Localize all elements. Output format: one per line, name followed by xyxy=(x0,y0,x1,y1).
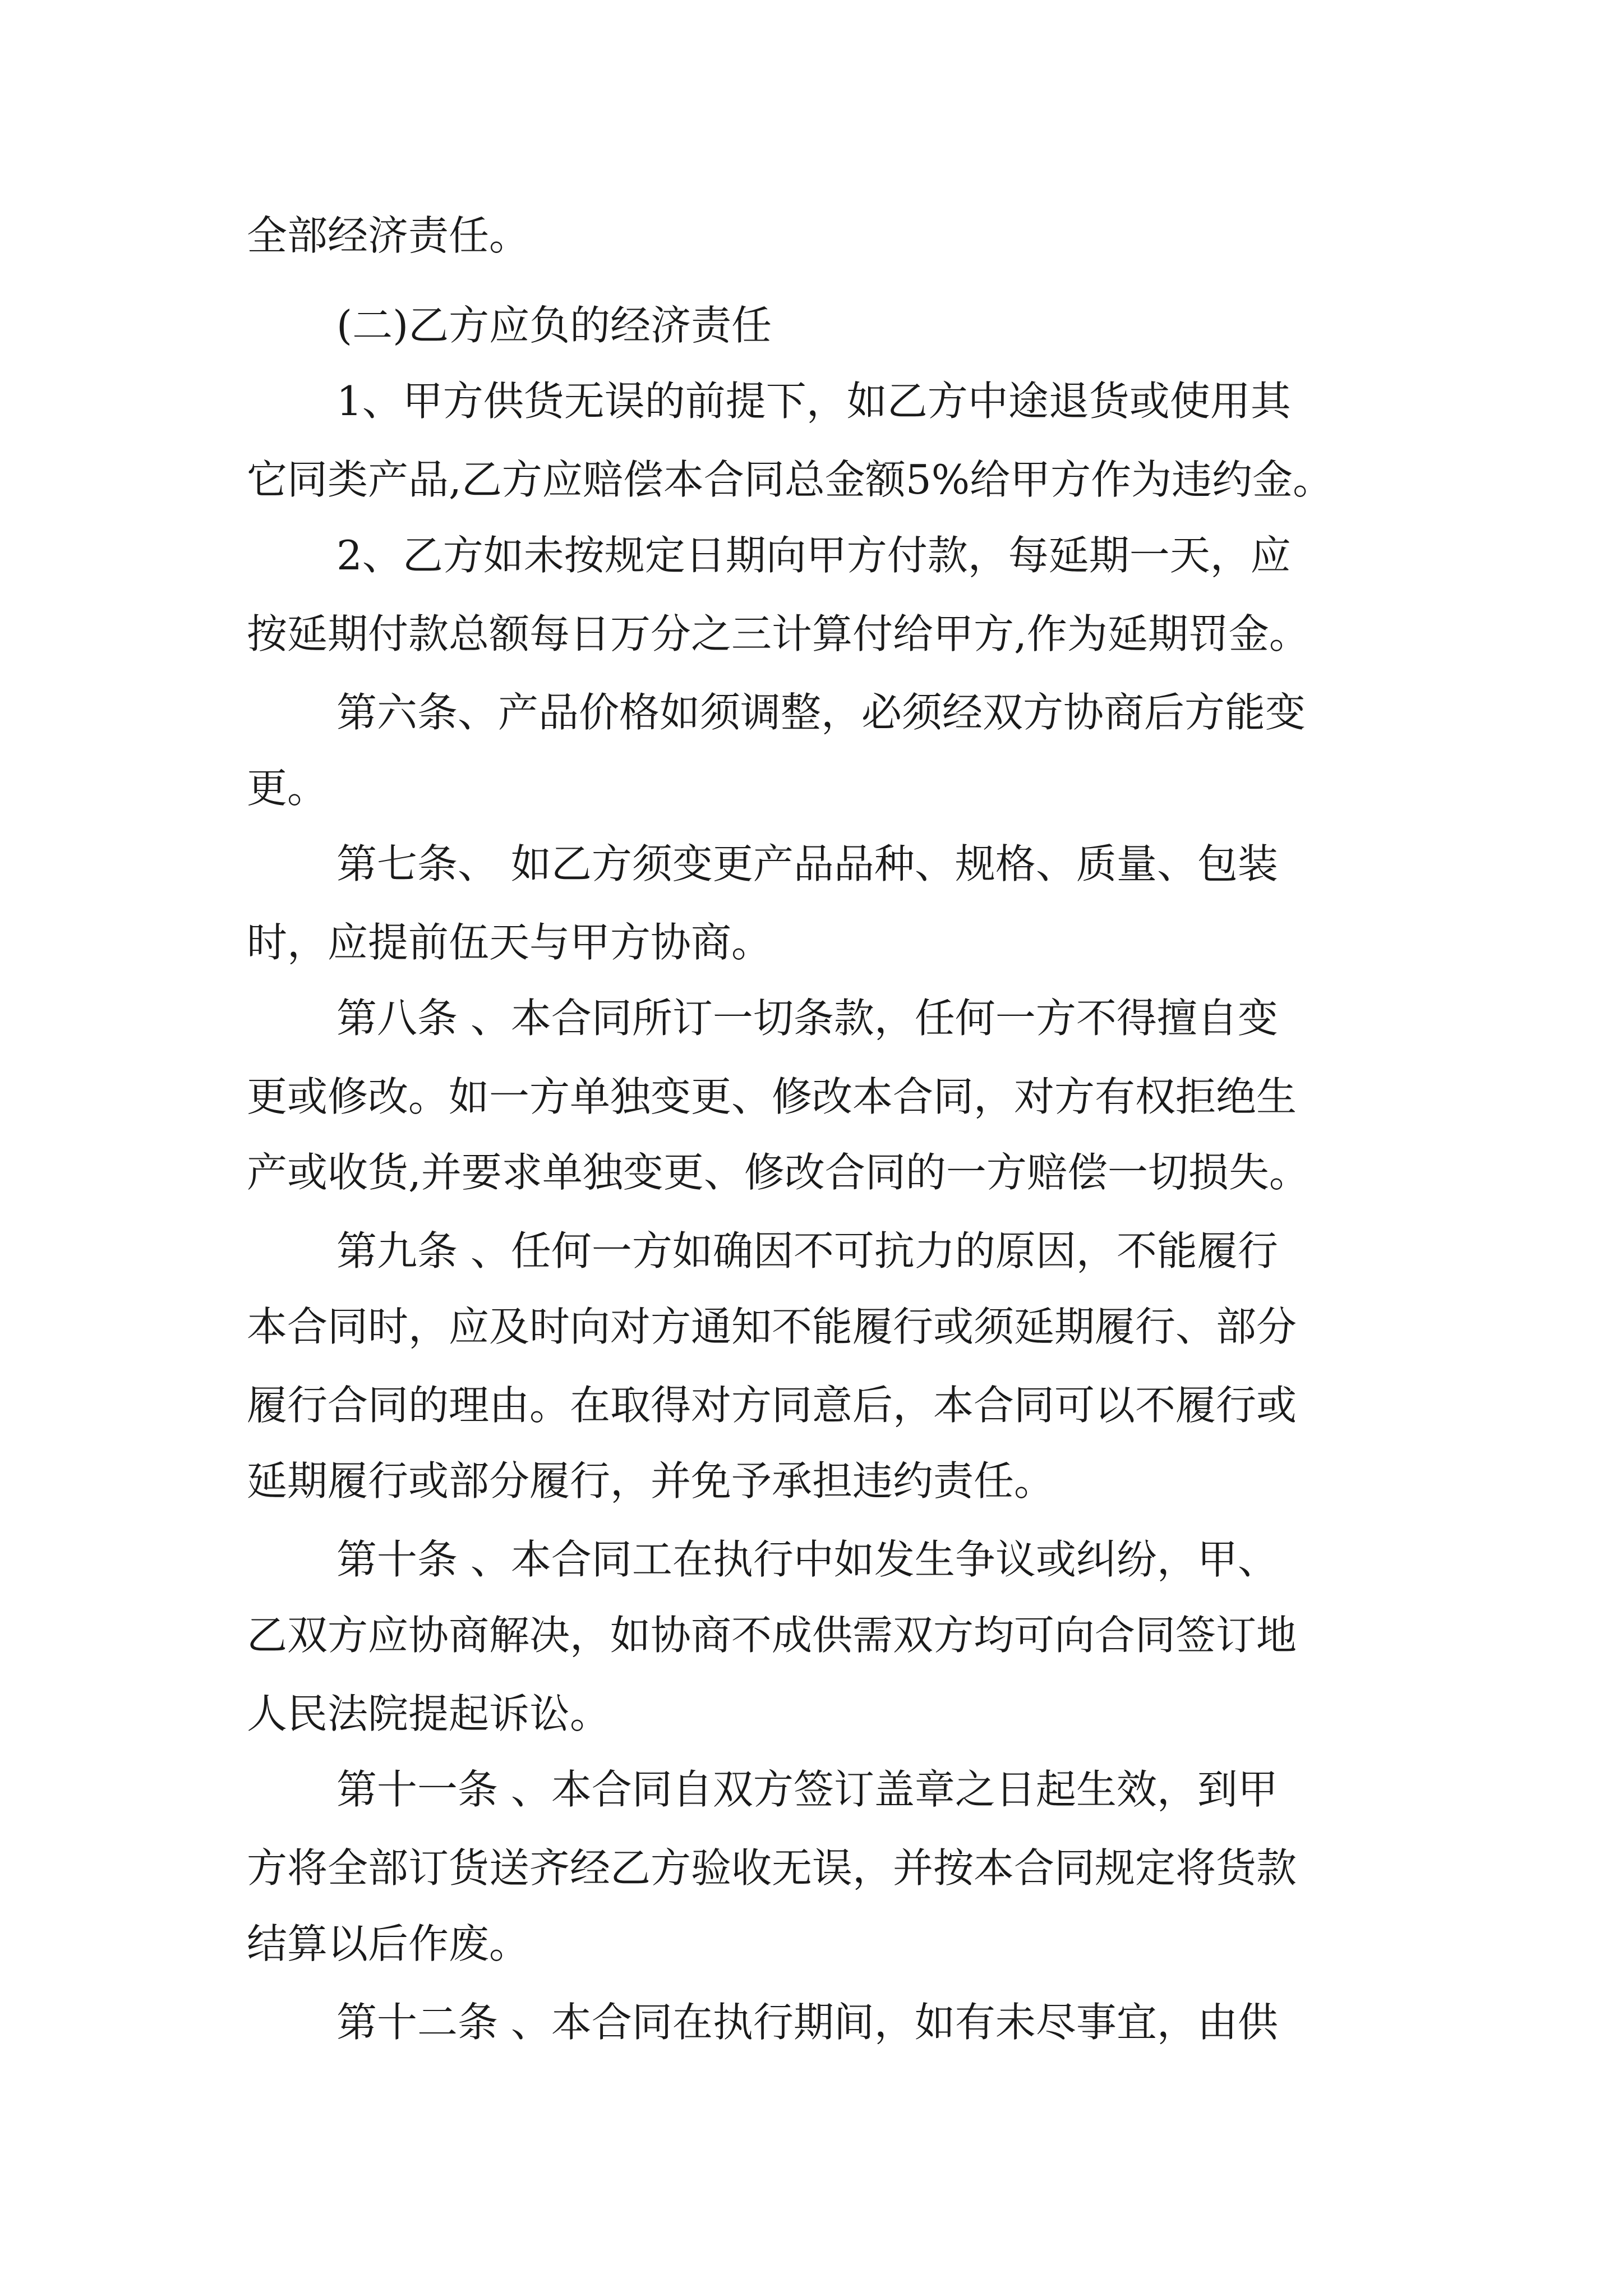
text-line: 结算以后作废。 xyxy=(247,1920,530,1967)
text-line: 第八条 、本合同所订一切条款，任何一方不得擅自变 xyxy=(336,995,1278,1042)
text-line: 方将全部订货送齐经乙方验收无误，并按本合同规定将货款 xyxy=(247,1844,1297,1892)
section-heading: (二)乙方应负的经济责任 xyxy=(336,302,772,349)
text-line: 全部经济责任。 xyxy=(247,212,530,259)
text-line: 延期履行或部分履行，并免予承担违约责任。 xyxy=(247,1457,1055,1504)
text-line: 第七条、 如乙方须变更产品品种、规格、质量、包装 xyxy=(336,840,1278,887)
text-line: 更。 xyxy=(247,765,328,812)
text-line: 按延期付款总额每日万分之三计算付给甲方,作为延期罚金。 xyxy=(247,610,1310,657)
text-line: 第十二条 、本合同在执行期间，如有未尽事宜，由供 xyxy=(336,1999,1278,2046)
text-line: 履行合同的理由。在取得对方同意后，本合同可以不履行或 xyxy=(247,1382,1297,1429)
text-line: 第十条 、本合同工在执行中如发生争议或纠纷，甲、 xyxy=(336,1536,1278,1583)
text-line: 产或收货,并要求单独变更、修改合同的一方赔偿一切损失。 xyxy=(247,1149,1310,1196)
text-line: 人民法院提起诉讼。 xyxy=(247,1690,611,1737)
text-line: 第十一条 、本合同自双方签订盖章之日起生效，到甲 xyxy=(336,1766,1278,1813)
text-line: 2、乙方如未按规定日期向甲方付款，每延期一天，应 xyxy=(336,532,1291,579)
text-line: 时，应提前伍天与甲方协商。 xyxy=(247,919,772,966)
text-line: 更或修改。如一方单独变更、修改本合同，对方有权拒绝生 xyxy=(247,1073,1297,1120)
text-line: 第九条 、任何一方如确因不可抗力的原因，不能履行 xyxy=(336,1227,1278,1274)
text-line: 它同类产品,乙方应赔偿本合同总金额5%给甲方作为违约金。 xyxy=(247,456,1334,503)
text-line: 1、甲方供货无误的前提下，如乙方中途退货或使用其 xyxy=(336,378,1291,425)
text-line: 乙双方应协商解决，如协商不成供需双方均可向合同签订地 xyxy=(247,1612,1297,1659)
text-line: 第六条、产品价格如须调整，必须经双方协商后方能变 xyxy=(336,689,1306,736)
text-line: 本合同时，应及时向对方通知不能履行或须延期履行、部分 xyxy=(247,1303,1297,1350)
